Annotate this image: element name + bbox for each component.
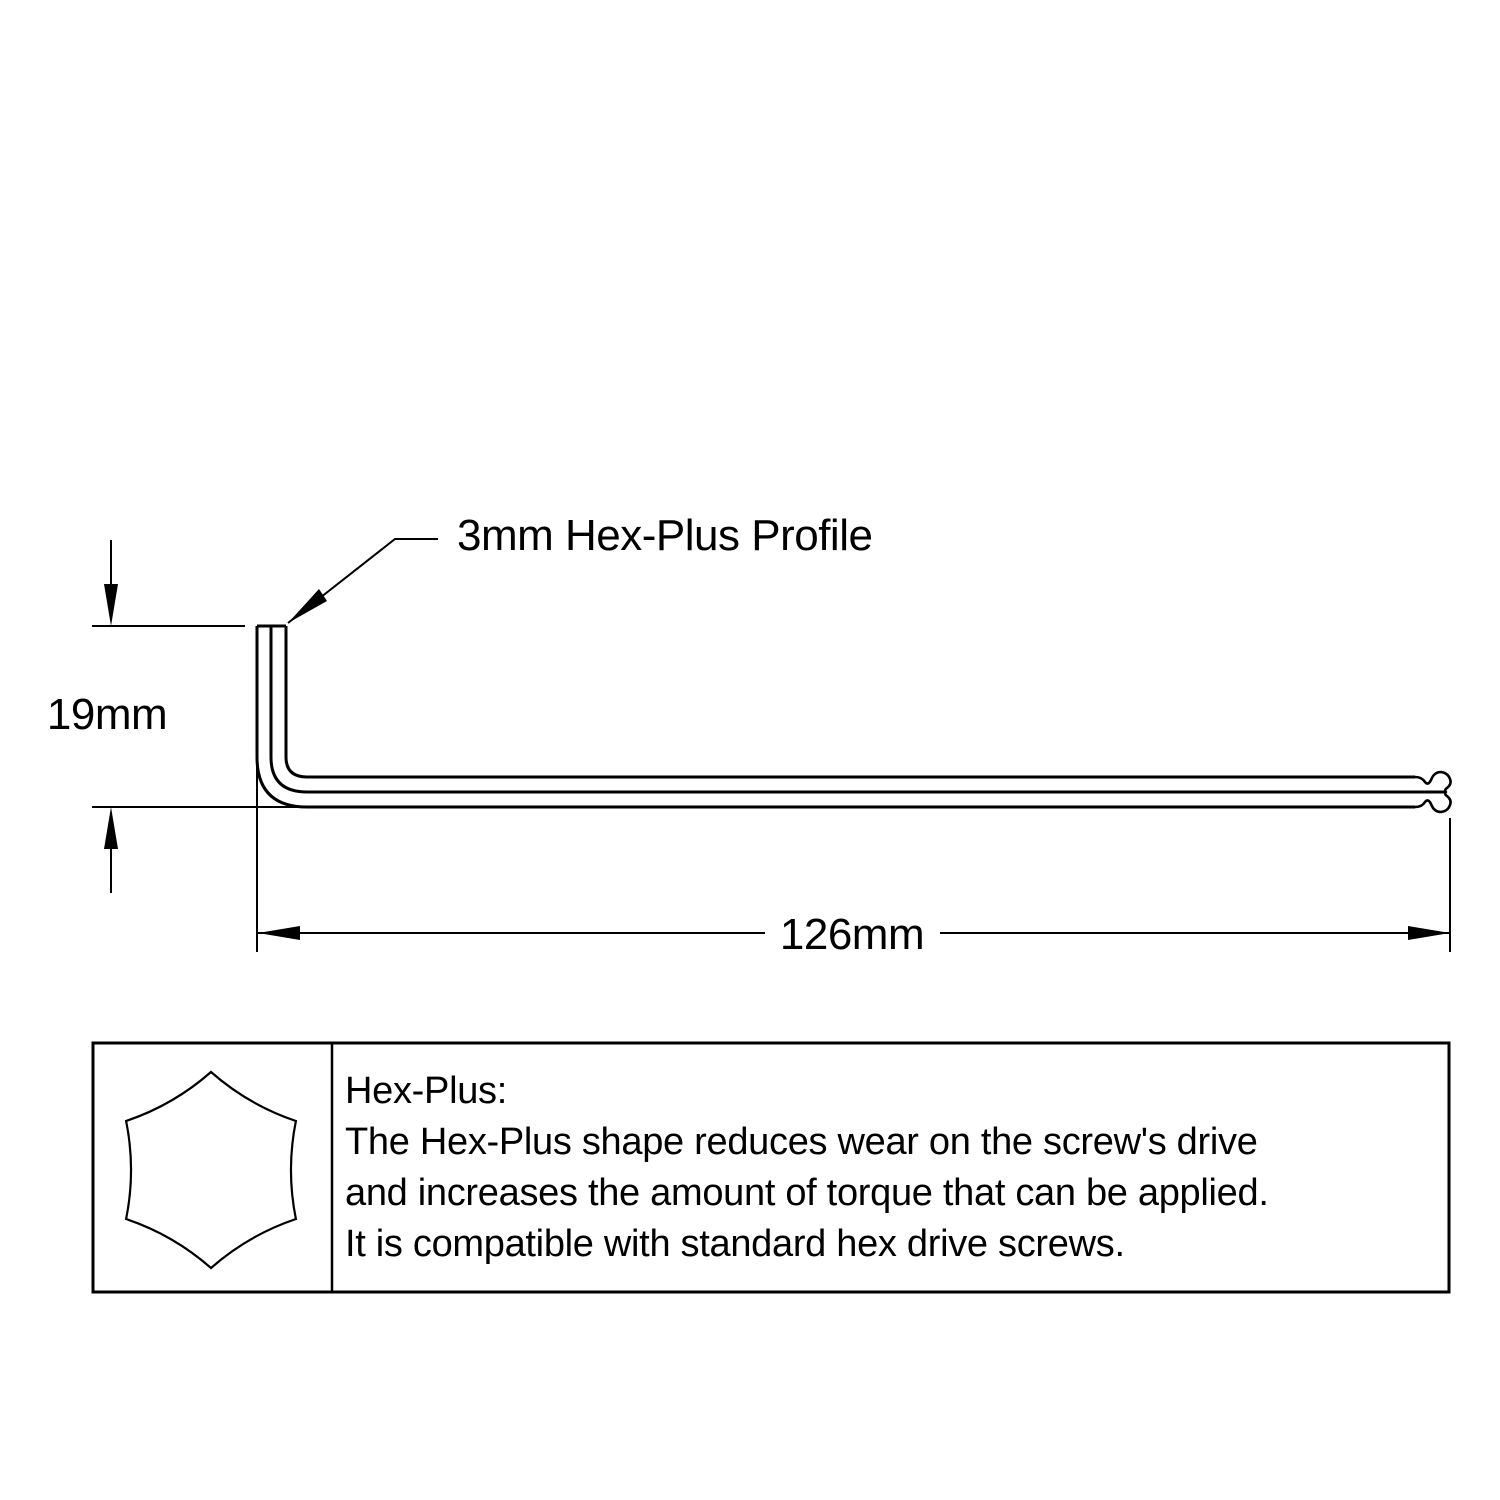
- info-box-line-3: It is compatible with standard hex drive screws.: [345, 1223, 1125, 1265]
- info-box-line-2: and increases the amount of torque that can be applied.: [345, 1172, 1269, 1214]
- height-arrow-top-head: [104, 584, 118, 626]
- callout-leader: [288, 539, 438, 623]
- hex-key-drawing: [257, 626, 1451, 812]
- length-dimension-label: 126mm: [779, 910, 925, 959]
- height-arrow-bottom-head: [104, 807, 118, 849]
- height-dimension-label: 19mm: [46, 690, 168, 739]
- length-arrow-left-head: [258, 926, 300, 940]
- hex-plus-profile-icon: [126, 1072, 296, 1268]
- callout-leader-line: [288, 539, 438, 623]
- hex-key-outer-contour: [257, 626, 1415, 807]
- hex-key-middle-line: [271, 626, 1446, 792]
- length-arrow-right-head: [1408, 926, 1450, 940]
- hex-key-inner-contour: [286, 626, 1415, 777]
- callout-label: 3mm Hex-Plus Profile: [457, 511, 873, 560]
- callout-arrowhead: [288, 589, 327, 623]
- info-box-title: Hex-Plus:: [345, 1070, 508, 1112]
- info-box-line-1: The Hex-Plus shape reduces wear on the screw's drive: [345, 1121, 1258, 1163]
